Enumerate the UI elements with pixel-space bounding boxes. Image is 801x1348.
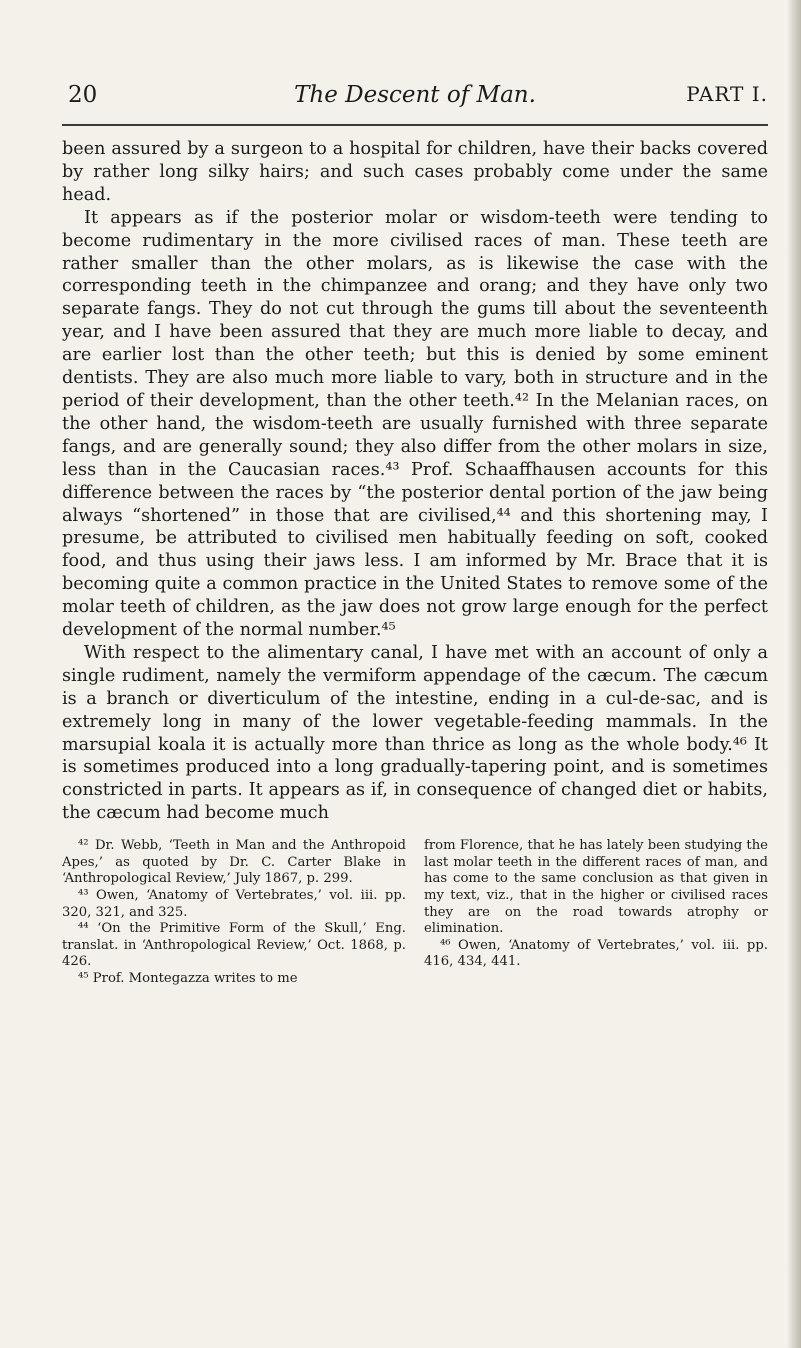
footnote-continuation: from Florence, that he has lately been studying the last molar teeth in the different races of man, and has come to the same conclusion as that given in my text, viz., that in the higher or civilised races they are on the road towards atrophy or elimination. xyxy=(424,838,768,937)
book-page xyxy=(62,82,768,988)
running-title: The Descent of Man. xyxy=(294,82,536,108)
page-edge-shadow xyxy=(787,0,801,1348)
paragraph: With respect to the alimentary canal, I have met with an account of only a single rudiment, namely the vermiform appendage of the cæcum. The cæcum is a branch or diverticulum of the intestine, ending in a cul-de-sac, and is extremely long in many of the lower vegetable-feeding mammals. In the marsupial koala it is actually more than thrice as long as the whole body.⁴⁶ It is sometimes produced into a long gradually-tapering point, and is sometimes constricted in parts. It appears as if, in consequence of changed diet or habits, the cæcum had become much xyxy=(62,642,768,824)
paragraph: been assured by a surgeon to a hospital for children, have their backs covered by rather long silky hairs; and such cases probably come under the same head. xyxy=(62,139,768,205)
footnote: ⁴⁶ Owen, ‘Anatomy of Vertebrates,’ vol. iii. pp. 416, 434, 441. xyxy=(424,937,768,970)
footnote: ⁴² Dr. Webb, ‘Teeth in Man and the Anthropoid Apes,’ as quoted by Dr. C. Carter Blake in ‘Anthropological Review,’ July 1867, p. 299. xyxy=(62,838,406,887)
part-label: PART I. xyxy=(686,82,768,106)
footnotes-right-column xyxy=(424,838,768,987)
header-rule xyxy=(62,124,768,126)
footnote: ⁴⁵ Prof. Montegazza writes to me xyxy=(78,970,298,986)
main-text xyxy=(62,138,768,825)
running-header xyxy=(62,82,768,118)
footnotes-left-column xyxy=(62,838,406,987)
footnotes xyxy=(62,838,768,987)
footnote: ⁴⁴ ‘On the Primitive Form of the Skull,’ Eng. translat. in ‘Anthropological Review,’ Oct. 1868, p. 426. xyxy=(62,921,406,970)
footnote: ⁴³ Owen, ‘Anatomy of Vertebrates,’ vol. iii. pp. 320, 321, and 325. xyxy=(62,887,406,920)
paragraph: It appears as if the posterior molar or wisdom-teeth were tending to become rudimentary in the more civilised races of man. These teeth are rather smaller than the other molars, as is likewise the case with the corresponding teeth in the chimpanzee and orang; and they have only two separate fangs. They do not cut through the gums till about the seventeenth year, and I have been assured that they are much more liable to decay, and are earlier lost than the other teeth; but this is denied by some eminent dentists. They are also much more liable to vary, both in structure and in the period of their development, than the other teeth.⁴² In the Melanian races, on the other hand, the wisdom-teeth are usually furnished with three separate fangs, and are generally sound; they also differ from the other molars in size, less than in the Caucasian races.⁴³ Prof. Schaaffhausen accounts for this difference between the races by “the posterior dental portion of the jaw being always “shortened” in those that are civilised,⁴⁴ and this shortening may, I presume, be attributed to civilised men habitually feeding on soft, cooked food, and thus using their jaws less. I am informed by Mr. Brace that it is becoming quite a common practice in the United States to remove some of the molar teeth of children, as the jaw does not grow large enough for the perfect development of the normal number.⁴⁵ xyxy=(62,207,768,641)
page-number: 20 xyxy=(68,82,98,108)
